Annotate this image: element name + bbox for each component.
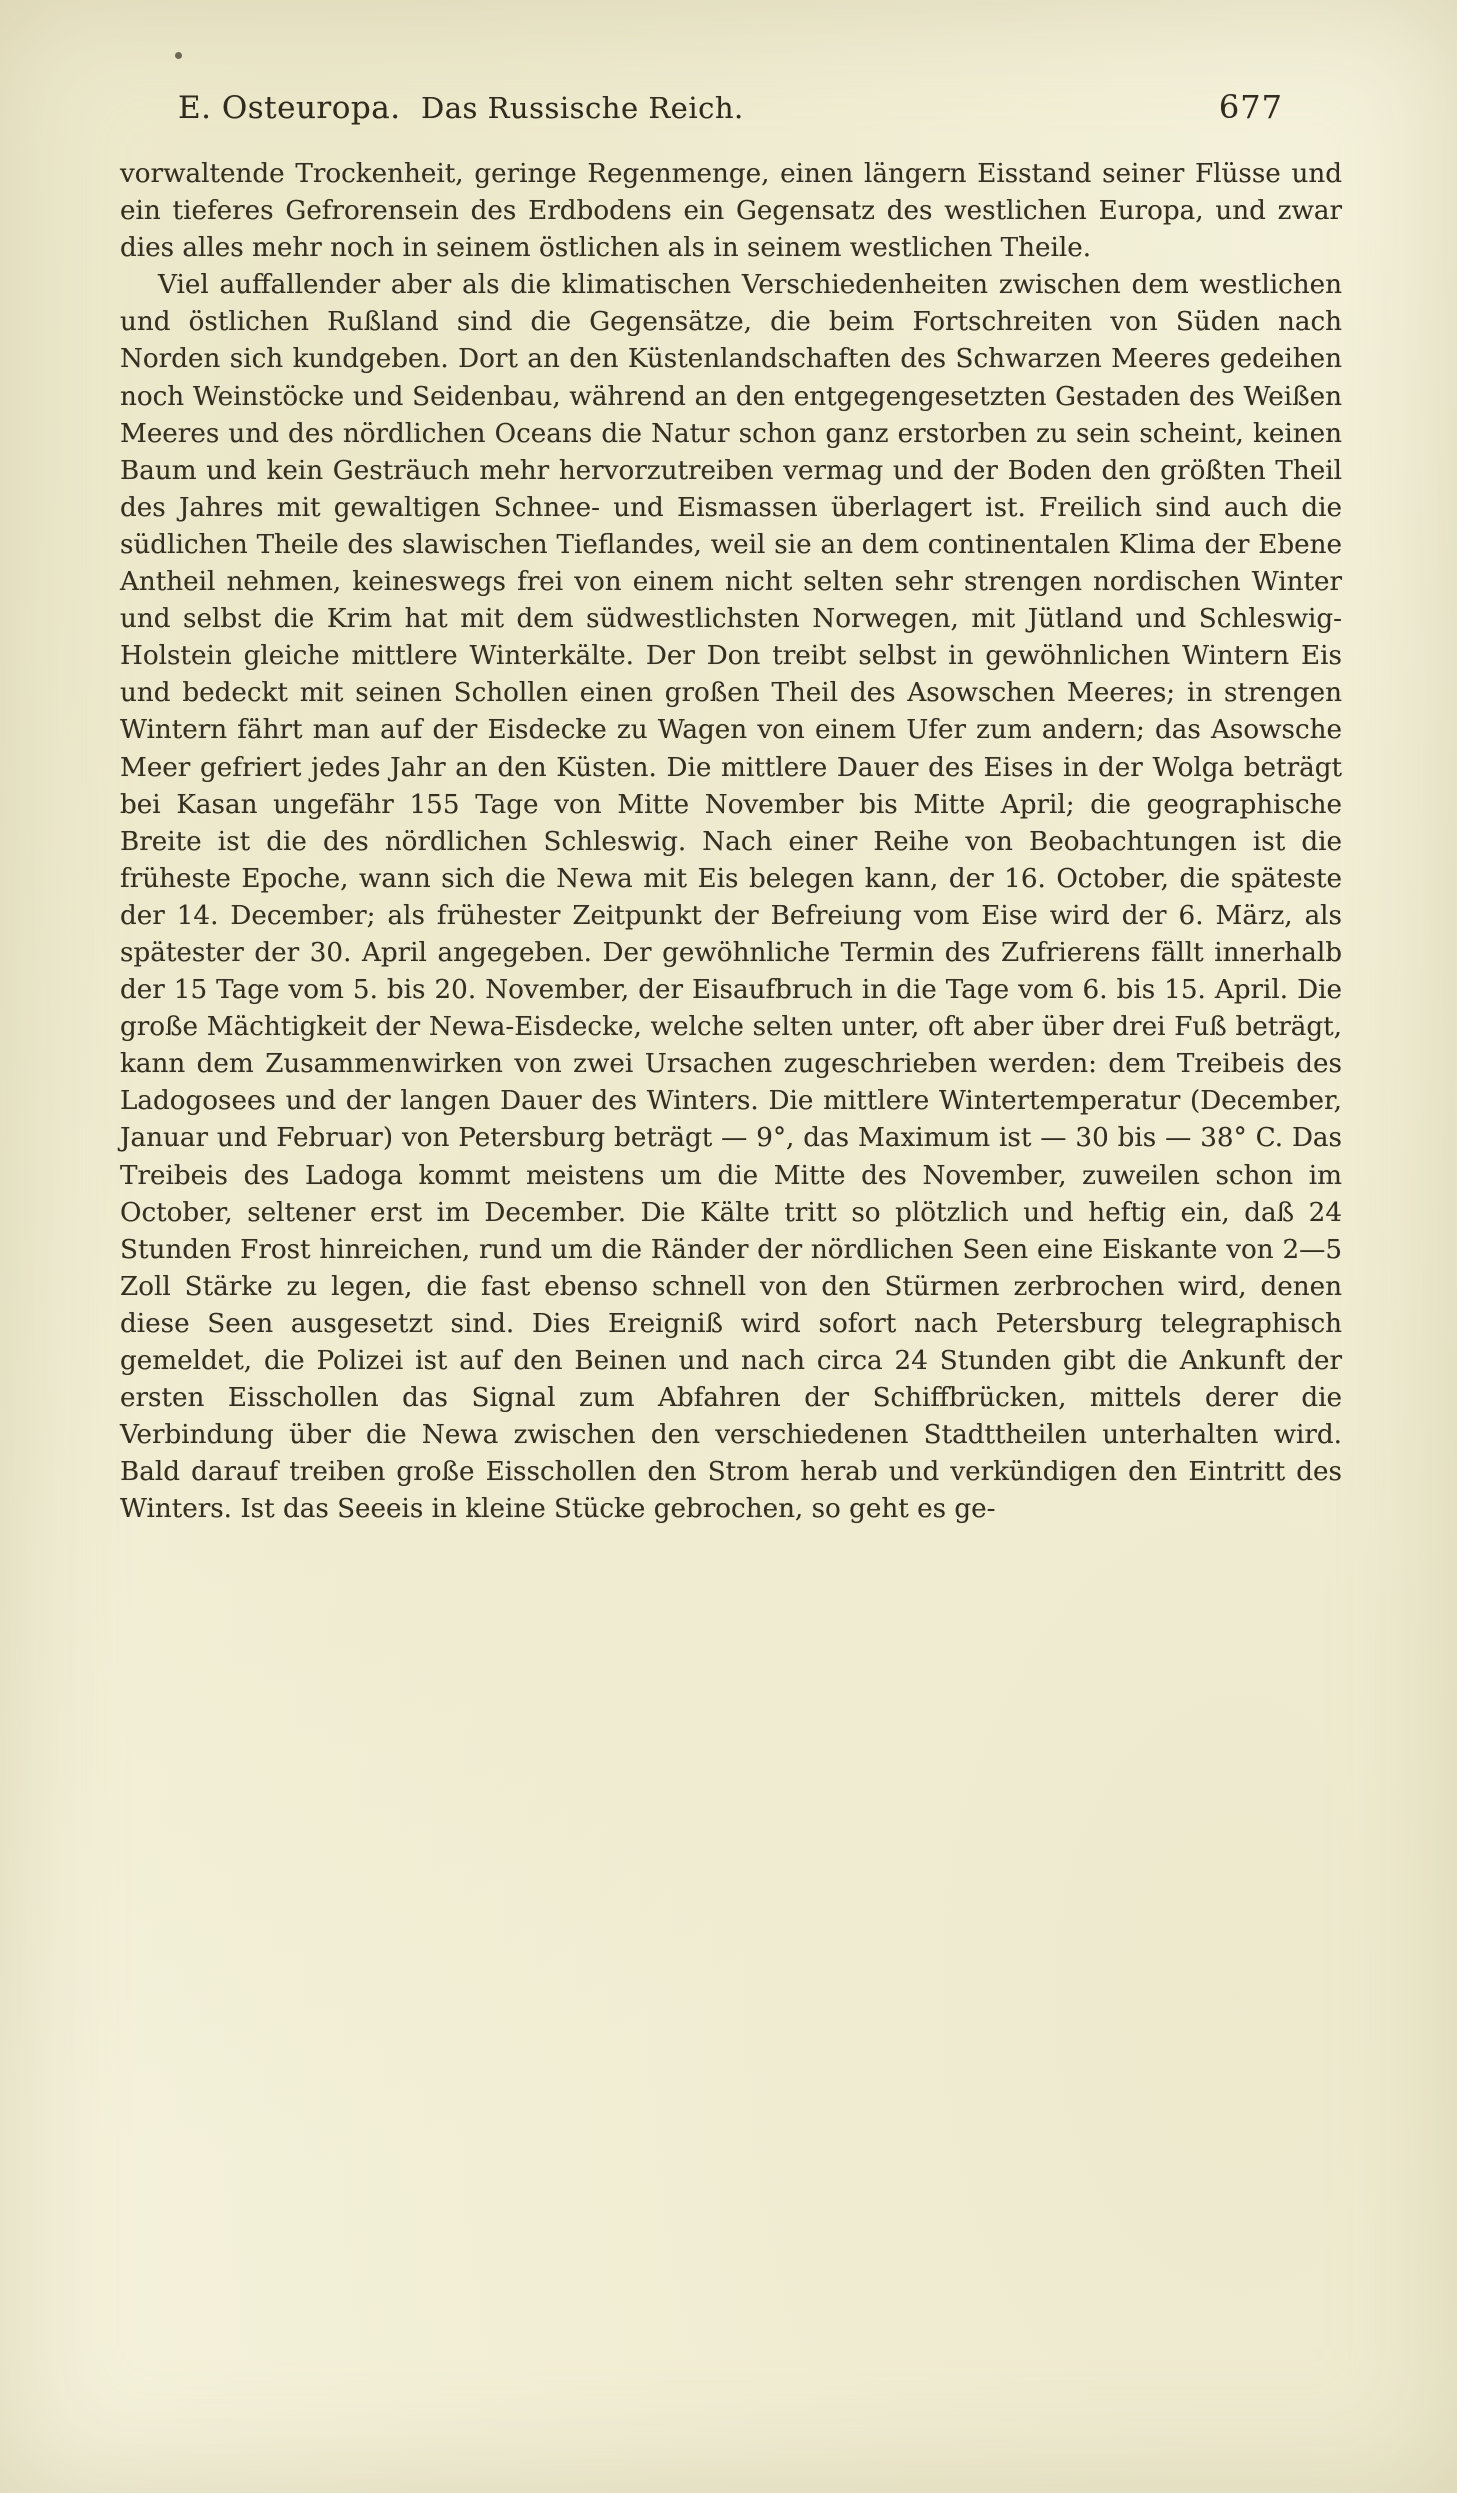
page-header bbox=[178, 88, 1283, 134]
paragraph: Viel auffallender aber als die klimatischen Verschiedenheiten zwischen dem westlichen und östlichen Rußland sind die Gegensätze, die beim Fortschreiten von Süden nach Norden sich kundgeben. Dort an den Küstenlandschaften des Schwarzen Meeres gedeihen noch Weinstöcke und Seidenbau, während an den entgegengesetzten Gestaden des Weißen Meeres und des nördlichen Oceans die Natur schon ganz erstorben zu sein scheint, keinen Baum und kein Gesträuch mehr hervorzutreiben vermag und der Boden den größten Theil des Jahres mit gewaltigen Schnee- und Eismassen überlagert ist. Freilich sind auch die südlichen Theile des slawischen Tieflandes, weil sie an dem continentalen Klima der Ebene Antheil nehmen, keineswegs frei von einem nicht selten sehr strengen nordischen Winter und selbst die Krim hat mit dem südwestlichsten Norwegen, mit Jütland und Schleswig-Holstein gleiche mittlere Winterkälte. Der Don treibt selbst in gewöhnlichen Wintern Eis und bedeckt mit seinen Schollen einen großen Theil des Asowschen Meeres; in strengen Wintern fährt man auf der Eisdecke zu Wagen von einem Ufer zum andern; das Asowsche Meer gefriert jedes Jahr an den Küsten. Die mittlere Dauer des Eises in der Wolga beträgt bei Kasan ungefähr 155 Tage von Mitte November bis Mitte April; die geographische Breite ist die des nördlichen Schleswig. Nach einer Reihe von Beobachtungen ist die früheste Epoche, wann sich die Newa mit Eis belegen kann, der 16. October, die späteste der 14. December; als frühester Zeitpunkt der Befreiung vom Eise wird der 6. März, als spätester der 30. April angegeben. Der gewöhnliche Termin des Zufrierens fällt innerhalb der 15 Tage vom 5. bis 20. November, der Eisaufbruch in die Tage vom 6. bis 15. April. Die große Mächtigkeit der Newa-Eisdecke, welche selten unter, oft aber über drei Fuß beträgt, kann dem Zusammenwirken von zwei Ursachen zugeschrieben werden: dem Treibeis des Ladogosees und der langen Dauer des Winters. Die mittlere Wintertemperatur (December, Januar und Februar) von Petersburg beträgt — 9°, das Maximum ist — 30 bis — 38° C. Das Treibeis des Ladoga kommt meistens um die Mitte des November, zuweilen schon im October, seltener erst im December. Die Kälte tritt so plötzlich und heftig ein, daß 24 Stunden Frost hinreichen, rund um die Ränder der nördlichen Seen eine Eiskante von 2—5 Zoll Stärke zu legen, die fast ebenso schnell von den Stürmen zerbrochen wird, denen diese Seen ausgesetzt sind. Dies Ereigniß wird sofort nach Petersburg telegraphisch gemeldet, die Polizei ist auf den Beinen und nach circa 24 Stunden gibt die Ankunft der ersten Eisschollen das Signal zum Abfahren der Schiffbrücken, mittels derer die Verbindung über die Newa zwischen den verschiedenen Stadttheilen unterhalten wird. Bald darauf treiben große Eisschollen den Strom herab und verkündigen den Eintritt des Winters. Ist das Seeeis in kleine Stücke gebrochen, so geht es ge- bbox=[120, 270, 1342, 1525]
body-text bbox=[120, 156, 1342, 1528]
header-section-label: E. Osteuropa. bbox=[178, 90, 401, 126]
paragraph: vorwaltende Trockenheit, geringe Regenmenge, einen längern Eisstand seiner Flüsse und ein tieferes Gefrorensein des Erdbodens ein Gegensatz des westlichen Europa, und zwar dies alles mehr noch in seinem östlichen als in seinem westlichen Theile. bbox=[120, 159, 1342, 264]
page-number: 677 bbox=[1218, 88, 1283, 126]
header-title bbox=[178, 90, 744, 126]
ink-speck bbox=[175, 52, 182, 59]
header-section-subtitle: Das Russische Reich. bbox=[420, 91, 744, 125]
